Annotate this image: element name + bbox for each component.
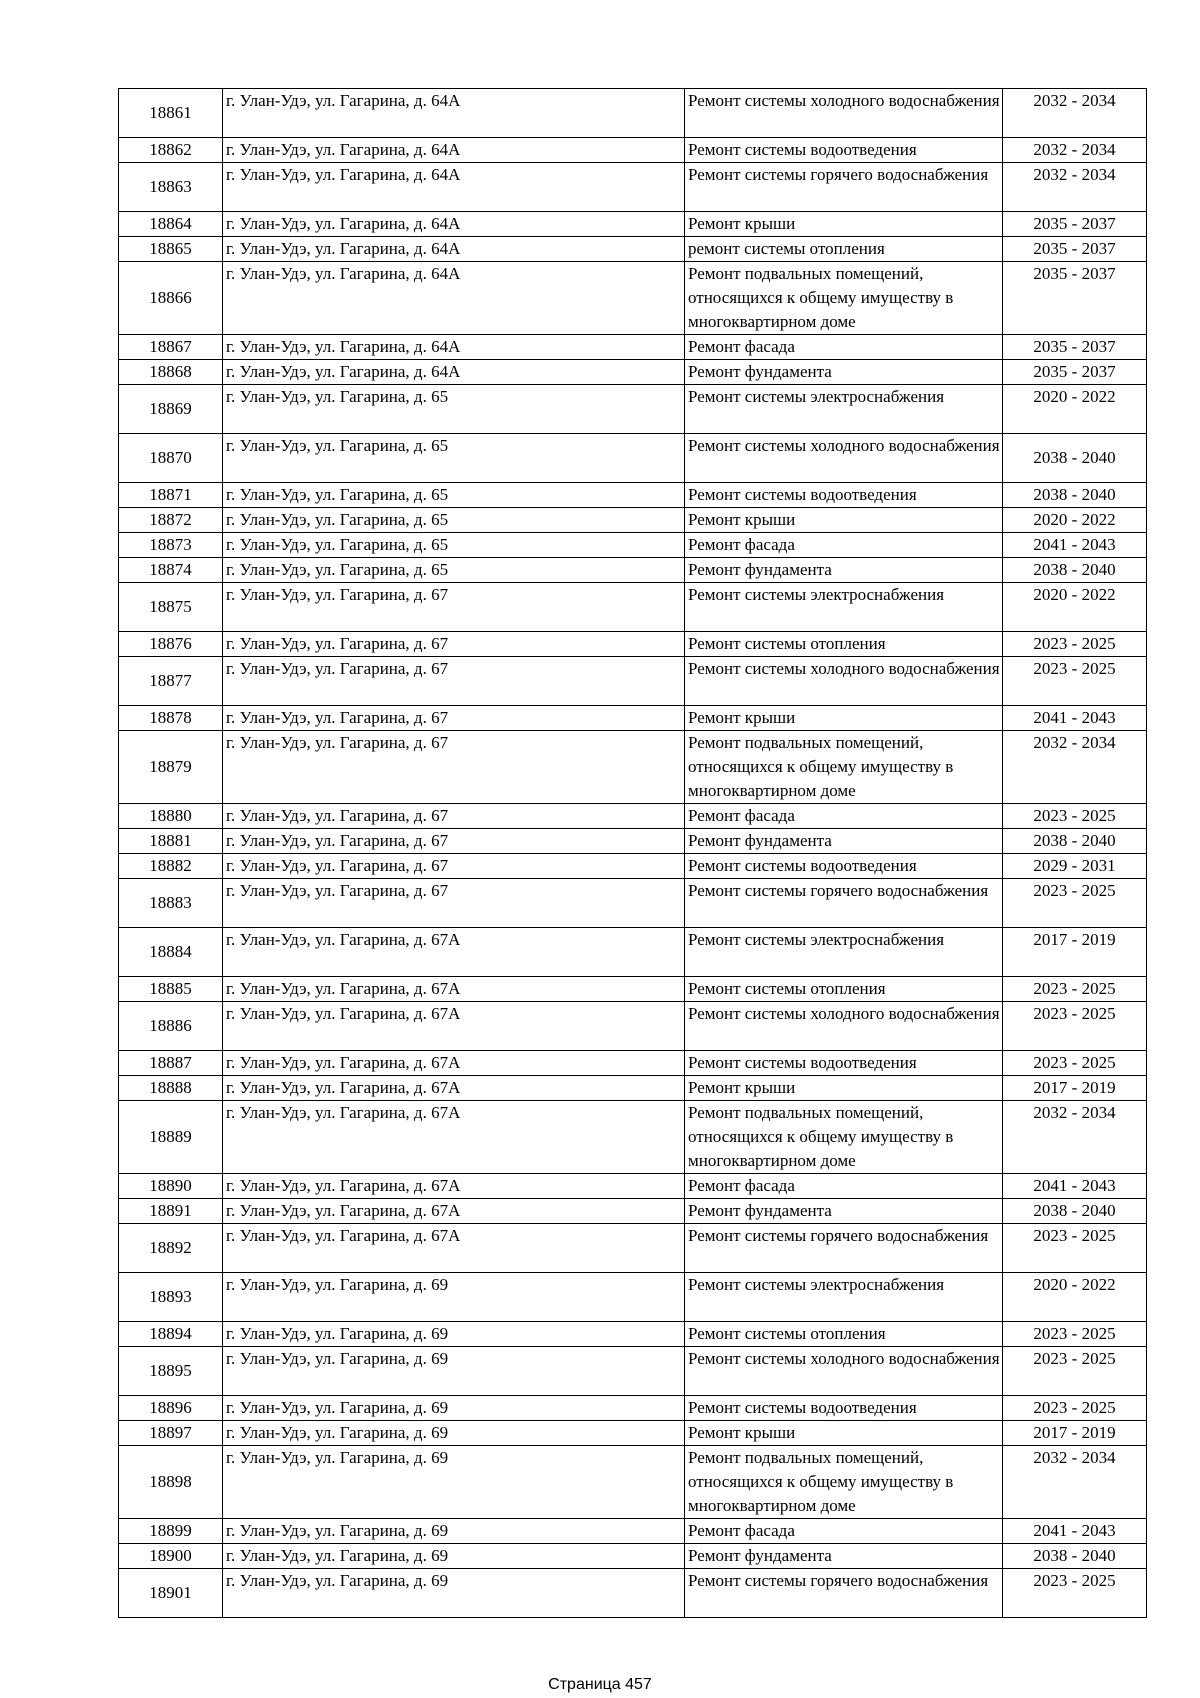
row-period: 2035 - 2037 xyxy=(1003,360,1147,385)
row-period: 2035 - 2037 xyxy=(1003,237,1147,262)
row-number: 18899 xyxy=(119,1519,223,1544)
row-address: г. Улан-Удэ, ул. Гагарина, д. 69 xyxy=(223,1273,685,1322)
table-row xyxy=(119,89,1147,138)
row-address: г. Улан-Удэ, ул. Гагарина, д. 67 xyxy=(223,804,685,829)
table-row xyxy=(119,1519,1147,1544)
row-period: 2023 - 2025 xyxy=(1003,879,1147,928)
table-row xyxy=(119,360,1147,385)
row-number: 18865 xyxy=(119,237,223,262)
row-number: 18874 xyxy=(119,558,223,583)
row-address: г. Улан-Удэ, ул. Гагарина, д. 67А xyxy=(223,977,685,1002)
row-period: 2038 - 2040 xyxy=(1003,558,1147,583)
row-number: 18893 xyxy=(119,1273,223,1322)
row-work-type: Ремонт фундамента xyxy=(685,558,1003,583)
row-work-type: Ремонт фундамента xyxy=(685,829,1003,854)
row-number: 18862 xyxy=(119,138,223,163)
row-work-type: Ремонт фасада xyxy=(685,1174,1003,1199)
row-period: 2023 - 2025 xyxy=(1003,1396,1147,1421)
capital-repair-table xyxy=(118,88,1147,1618)
row-period: 2023 - 2025 xyxy=(1003,1322,1147,1347)
row-work-type: Ремонт системы холодного водоснабжения xyxy=(685,89,1003,138)
table-row xyxy=(119,1101,1147,1174)
row-number: 18888 xyxy=(119,1076,223,1101)
table-row xyxy=(119,804,1147,829)
row-address: г. Улан-Удэ, ул. Гагарина, д. 67А xyxy=(223,1224,685,1273)
table-row xyxy=(119,533,1147,558)
row-period: 2035 - 2037 xyxy=(1003,335,1147,360)
row-period: 2032 - 2034 xyxy=(1003,138,1147,163)
row-period: 2017 - 2019 xyxy=(1003,1076,1147,1101)
table-row xyxy=(119,731,1147,804)
row-period: 2041 - 2043 xyxy=(1003,706,1147,731)
row-number: 18863 xyxy=(119,163,223,212)
row-work-type: Ремонт подвальных помещений, относящихся к общему имуществу в многоквартирном доме xyxy=(685,262,1003,335)
row-period: 2041 - 2043 xyxy=(1003,533,1147,558)
row-number: 18883 xyxy=(119,879,223,928)
row-number: 18895 xyxy=(119,1347,223,1396)
row-address: г. Улан-Удэ, ул. Гагарина, д. 67 xyxy=(223,829,685,854)
row-period: 2023 - 2025 xyxy=(1003,657,1147,706)
row-address: г. Улан-Удэ, ул. Гагарина, д. 65 xyxy=(223,558,685,583)
table-row xyxy=(119,483,1147,508)
row-period: 2020 - 2022 xyxy=(1003,583,1147,632)
table-row xyxy=(119,335,1147,360)
row-address: г. Улан-Удэ, ул. Гагарина, д. 67А xyxy=(223,1002,685,1051)
row-address: г. Улан-Удэ, ул. Гагарина, д. 65 xyxy=(223,533,685,558)
row-number: 18889 xyxy=(119,1101,223,1174)
row-work-type: Ремонт фасада xyxy=(685,533,1003,558)
table-row xyxy=(119,1199,1147,1224)
row-number: 18871 xyxy=(119,483,223,508)
table-row xyxy=(119,706,1147,731)
row-number: 18877 xyxy=(119,657,223,706)
row-period: 2032 - 2034 xyxy=(1003,163,1147,212)
row-number: 18878 xyxy=(119,706,223,731)
row-number: 18897 xyxy=(119,1421,223,1446)
row-period: 2023 - 2025 xyxy=(1003,1347,1147,1396)
row-period: 2032 - 2034 xyxy=(1003,1101,1147,1174)
row-address: г. Улан-Удэ, ул. Гагарина, д. 69 xyxy=(223,1347,685,1396)
row-work-type: Ремонт фасада xyxy=(685,804,1003,829)
row-number: 18876 xyxy=(119,632,223,657)
row-address: г. Улан-Удэ, ул. Гагарина, д. 67А xyxy=(223,1051,685,1076)
row-address: г. Улан-Удэ, ул. Гагарина, д. 64А xyxy=(223,138,685,163)
row-number: 18867 xyxy=(119,335,223,360)
row-work-type: Ремонт системы холодного водоснабжения xyxy=(685,1347,1003,1396)
row-number: 18896 xyxy=(119,1396,223,1421)
row-work-type: Ремонт системы электроснабжения xyxy=(685,1273,1003,1322)
row-address: г. Улан-Удэ, ул. Гагарина, д. 64А xyxy=(223,335,685,360)
row-work-type: Ремонт системы отопления xyxy=(685,977,1003,1002)
table-row xyxy=(119,632,1147,657)
row-address: г. Улан-Удэ, ул. Гагарина, д. 64А xyxy=(223,212,685,237)
row-number: 18879 xyxy=(119,731,223,804)
row-period: 2035 - 2037 xyxy=(1003,262,1147,335)
row-address: г. Улан-Удэ, ул. Гагарина, д. 69 xyxy=(223,1446,685,1519)
table-row xyxy=(119,1076,1147,1101)
row-period: 2020 - 2022 xyxy=(1003,385,1147,434)
row-work-type: Ремонт системы холодного водоснабжения xyxy=(685,434,1003,483)
table-row xyxy=(119,1446,1147,1519)
row-period: 2023 - 2025 xyxy=(1003,1569,1147,1618)
row-period: 2041 - 2043 xyxy=(1003,1519,1147,1544)
row-address: г. Улан-Удэ, ул. Гагарина, д. 67А xyxy=(223,928,685,977)
row-period: 2017 - 2019 xyxy=(1003,928,1147,977)
row-address: г. Улан-Удэ, ул. Гагарина, д. 67А xyxy=(223,1199,685,1224)
table-row xyxy=(119,138,1147,163)
table-row xyxy=(119,829,1147,854)
row-period: 2023 - 2025 xyxy=(1003,1051,1147,1076)
row-address: г. Улан-Удэ, ул. Гагарина, д. 67 xyxy=(223,854,685,879)
row-work-type: Ремонт системы электроснабжения xyxy=(685,583,1003,632)
row-work-type: Ремонт системы отопления xyxy=(685,632,1003,657)
row-address: г. Улан-Удэ, ул. Гагарина, д. 67 xyxy=(223,657,685,706)
row-address: г. Улан-Удэ, ул. Гагарина, д. 67А xyxy=(223,1174,685,1199)
row-number: 18880 xyxy=(119,804,223,829)
row-number: 18901 xyxy=(119,1569,223,1618)
table-row xyxy=(119,583,1147,632)
row-period: 2023 - 2025 xyxy=(1003,804,1147,829)
row-address: г. Улан-Удэ, ул. Гагарина, д. 65 xyxy=(223,508,685,533)
row-address: г. Улан-Удэ, ул. Гагарина, д. 67 xyxy=(223,731,685,804)
row-number: 18890 xyxy=(119,1174,223,1199)
table-row xyxy=(119,1002,1147,1051)
row-work-type: Ремонт системы горячего водоснабжения xyxy=(685,1224,1003,1273)
table-row xyxy=(119,1174,1147,1199)
row-number: 18866 xyxy=(119,262,223,335)
row-number: 18885 xyxy=(119,977,223,1002)
table-row xyxy=(119,508,1147,533)
row-number: 18884 xyxy=(119,928,223,977)
row-period: 2020 - 2022 xyxy=(1003,508,1147,533)
row-number: 18892 xyxy=(119,1224,223,1273)
table-row xyxy=(119,879,1147,928)
row-work-type: Ремонт подвальных помещений, относящихся к общему имуществу в многоквартирном доме xyxy=(685,731,1003,804)
table-row xyxy=(119,237,1147,262)
table-row xyxy=(119,1421,1147,1446)
row-number: 18882 xyxy=(119,854,223,879)
row-address: г. Улан-Удэ, ул. Гагарина, д. 69 xyxy=(223,1544,685,1569)
table-row xyxy=(119,1322,1147,1347)
row-number: 18861 xyxy=(119,89,223,138)
row-period: 2038 - 2040 xyxy=(1003,1544,1147,1569)
row-period: 2029 - 2031 xyxy=(1003,854,1147,879)
table-row xyxy=(119,434,1147,483)
table-row xyxy=(119,928,1147,977)
row-address: г. Улан-Удэ, ул. Гагарина, д. 67 xyxy=(223,632,685,657)
row-period: 2041 - 2043 xyxy=(1003,1174,1147,1199)
row-work-type: Ремонт крыши xyxy=(685,706,1003,731)
row-address: г. Улан-Удэ, ул. Гагарина, д. 64А xyxy=(223,89,685,138)
row-number: 18869 xyxy=(119,385,223,434)
table-row xyxy=(119,1347,1147,1396)
row-work-type: Ремонт фундамента xyxy=(685,360,1003,385)
row-period: 2032 - 2034 xyxy=(1003,731,1147,804)
row-number: 18887 xyxy=(119,1051,223,1076)
row-work-type: Ремонт системы холодного водоснабжения xyxy=(685,657,1003,706)
table-row xyxy=(119,1544,1147,1569)
row-work-type: Ремонт крыши xyxy=(685,1076,1003,1101)
row-address: г. Улан-Удэ, ул. Гагарина, д. 67 xyxy=(223,706,685,731)
table-row xyxy=(119,212,1147,237)
table-row xyxy=(119,163,1147,212)
table-row xyxy=(119,657,1147,706)
row-address: г. Улан-Удэ, ул. Гагарина, д. 64А xyxy=(223,237,685,262)
row-work-type: Ремонт системы водоотведения xyxy=(685,854,1003,879)
table-body xyxy=(119,89,1147,1618)
row-work-type: Ремонт системы горячего водоснабжения xyxy=(685,1569,1003,1618)
row-period: 2020 - 2022 xyxy=(1003,1273,1147,1322)
row-number: 18872 xyxy=(119,508,223,533)
row-address: г. Улан-Удэ, ул. Гагарина, д. 69 xyxy=(223,1322,685,1347)
row-number: 18886 xyxy=(119,1002,223,1051)
row-work-type: Ремонт системы холодного водоснабжения xyxy=(685,1002,1003,1051)
row-work-type: Ремонт крыши xyxy=(685,212,1003,237)
table-row xyxy=(119,977,1147,1002)
row-number: 18891 xyxy=(119,1199,223,1224)
row-work-type: Ремонт системы отопления xyxy=(685,1322,1003,1347)
row-work-type: Ремонт фасада xyxy=(685,335,1003,360)
table-row xyxy=(119,1273,1147,1322)
row-period: 2035 - 2037 xyxy=(1003,212,1147,237)
row-number: 18873 xyxy=(119,533,223,558)
row-period: 2023 - 2025 xyxy=(1003,977,1147,1002)
row-period: 2038 - 2040 xyxy=(1003,434,1147,483)
row-period: 2023 - 2025 xyxy=(1003,1224,1147,1273)
row-work-type: Ремонт системы электроснабжения xyxy=(685,928,1003,977)
row-work-type: Ремонт фасада xyxy=(685,1519,1003,1544)
row-work-type: Ремонт фундамента xyxy=(685,1544,1003,1569)
row-number: 18875 xyxy=(119,583,223,632)
row-address: г. Улан-Удэ, ул. Гагарина, д. 65 xyxy=(223,385,685,434)
row-number: 18870 xyxy=(119,434,223,483)
row-period: 2038 - 2040 xyxy=(1003,829,1147,854)
row-work-type: Ремонт системы водоотведения xyxy=(685,138,1003,163)
table-row xyxy=(119,1569,1147,1618)
page-number: Страница 457 xyxy=(548,1676,652,1693)
row-number: 18900 xyxy=(119,1544,223,1569)
row-work-type: Ремонт подвальных помещений, относящихся к общему имуществу в многоквартирном доме xyxy=(685,1446,1003,1519)
row-address: г. Улан-Удэ, ул. Гагарина, д. 69 xyxy=(223,1569,685,1618)
row-address: г. Улан-Удэ, ул. Гагарина, д. 67А xyxy=(223,1101,685,1174)
row-address: г. Улан-Удэ, ул. Гагарина, д. 67А xyxy=(223,1076,685,1101)
table-row xyxy=(119,262,1147,335)
row-address: г. Улан-Удэ, ул. Гагарина, д. 64А xyxy=(223,163,685,212)
row-period: 2038 - 2040 xyxy=(1003,1199,1147,1224)
row-address: г. Улан-Удэ, ул. Гагарина, д. 69 xyxy=(223,1396,685,1421)
row-period: 2023 - 2025 xyxy=(1003,1002,1147,1051)
row-address: г. Улан-Удэ, ул. Гагарина, д. 65 xyxy=(223,483,685,508)
table-row xyxy=(119,558,1147,583)
row-number: 18868 xyxy=(119,360,223,385)
row-work-type: Ремонт системы водоотведения xyxy=(685,483,1003,508)
row-number: 18864 xyxy=(119,212,223,237)
row-period: 2023 - 2025 xyxy=(1003,632,1147,657)
row-number: 18898 xyxy=(119,1446,223,1519)
row-work-type: Ремонт системы электроснабжения xyxy=(685,385,1003,434)
table-row xyxy=(119,1224,1147,1273)
table-row xyxy=(119,854,1147,879)
table-row xyxy=(119,1051,1147,1076)
row-work-type: ремонт системы отопления xyxy=(685,237,1003,262)
row-address: г. Улан-Удэ, ул. Гагарина, д. 64А xyxy=(223,360,685,385)
row-number: 18881 xyxy=(119,829,223,854)
row-period: 2032 - 2034 xyxy=(1003,89,1147,138)
row-address: г. Улан-Удэ, ул. Гагарина, д. 67 xyxy=(223,879,685,928)
row-period: 2017 - 2019 xyxy=(1003,1421,1147,1446)
row-address: г. Улан-Удэ, ул. Гагарина, д. 69 xyxy=(223,1421,685,1446)
row-address: г. Улан-Удэ, ул. Гагарина, д. 69 xyxy=(223,1519,685,1544)
row-number: 18894 xyxy=(119,1322,223,1347)
row-period: 2038 - 2040 xyxy=(1003,483,1147,508)
row-work-type: Ремонт системы водоотведения xyxy=(685,1396,1003,1421)
row-work-type: Ремонт крыши xyxy=(685,508,1003,533)
table-row xyxy=(119,385,1147,434)
row-address: г. Улан-Удэ, ул. Гагарина, д. 64А xyxy=(223,262,685,335)
row-address: г. Улан-Удэ, ул. Гагарина, д. 65 xyxy=(223,434,685,483)
row-work-type: Ремонт системы водоотведения xyxy=(685,1051,1003,1076)
row-work-type: Ремонт фундамента xyxy=(685,1199,1003,1224)
row-work-type: Ремонт подвальных помещений, относящихся к общему имуществу в многоквартирном доме xyxy=(685,1101,1003,1174)
row-work-type: Ремонт системы горячего водоснабжения xyxy=(685,163,1003,212)
row-address: г. Улан-Удэ, ул. Гагарина, д. 67 xyxy=(223,583,685,632)
row-work-type: Ремонт системы горячего водоснабжения xyxy=(685,879,1003,928)
row-work-type: Ремонт крыши xyxy=(685,1421,1003,1446)
table-row xyxy=(119,1396,1147,1421)
row-period: 2032 - 2034 xyxy=(1003,1446,1147,1519)
